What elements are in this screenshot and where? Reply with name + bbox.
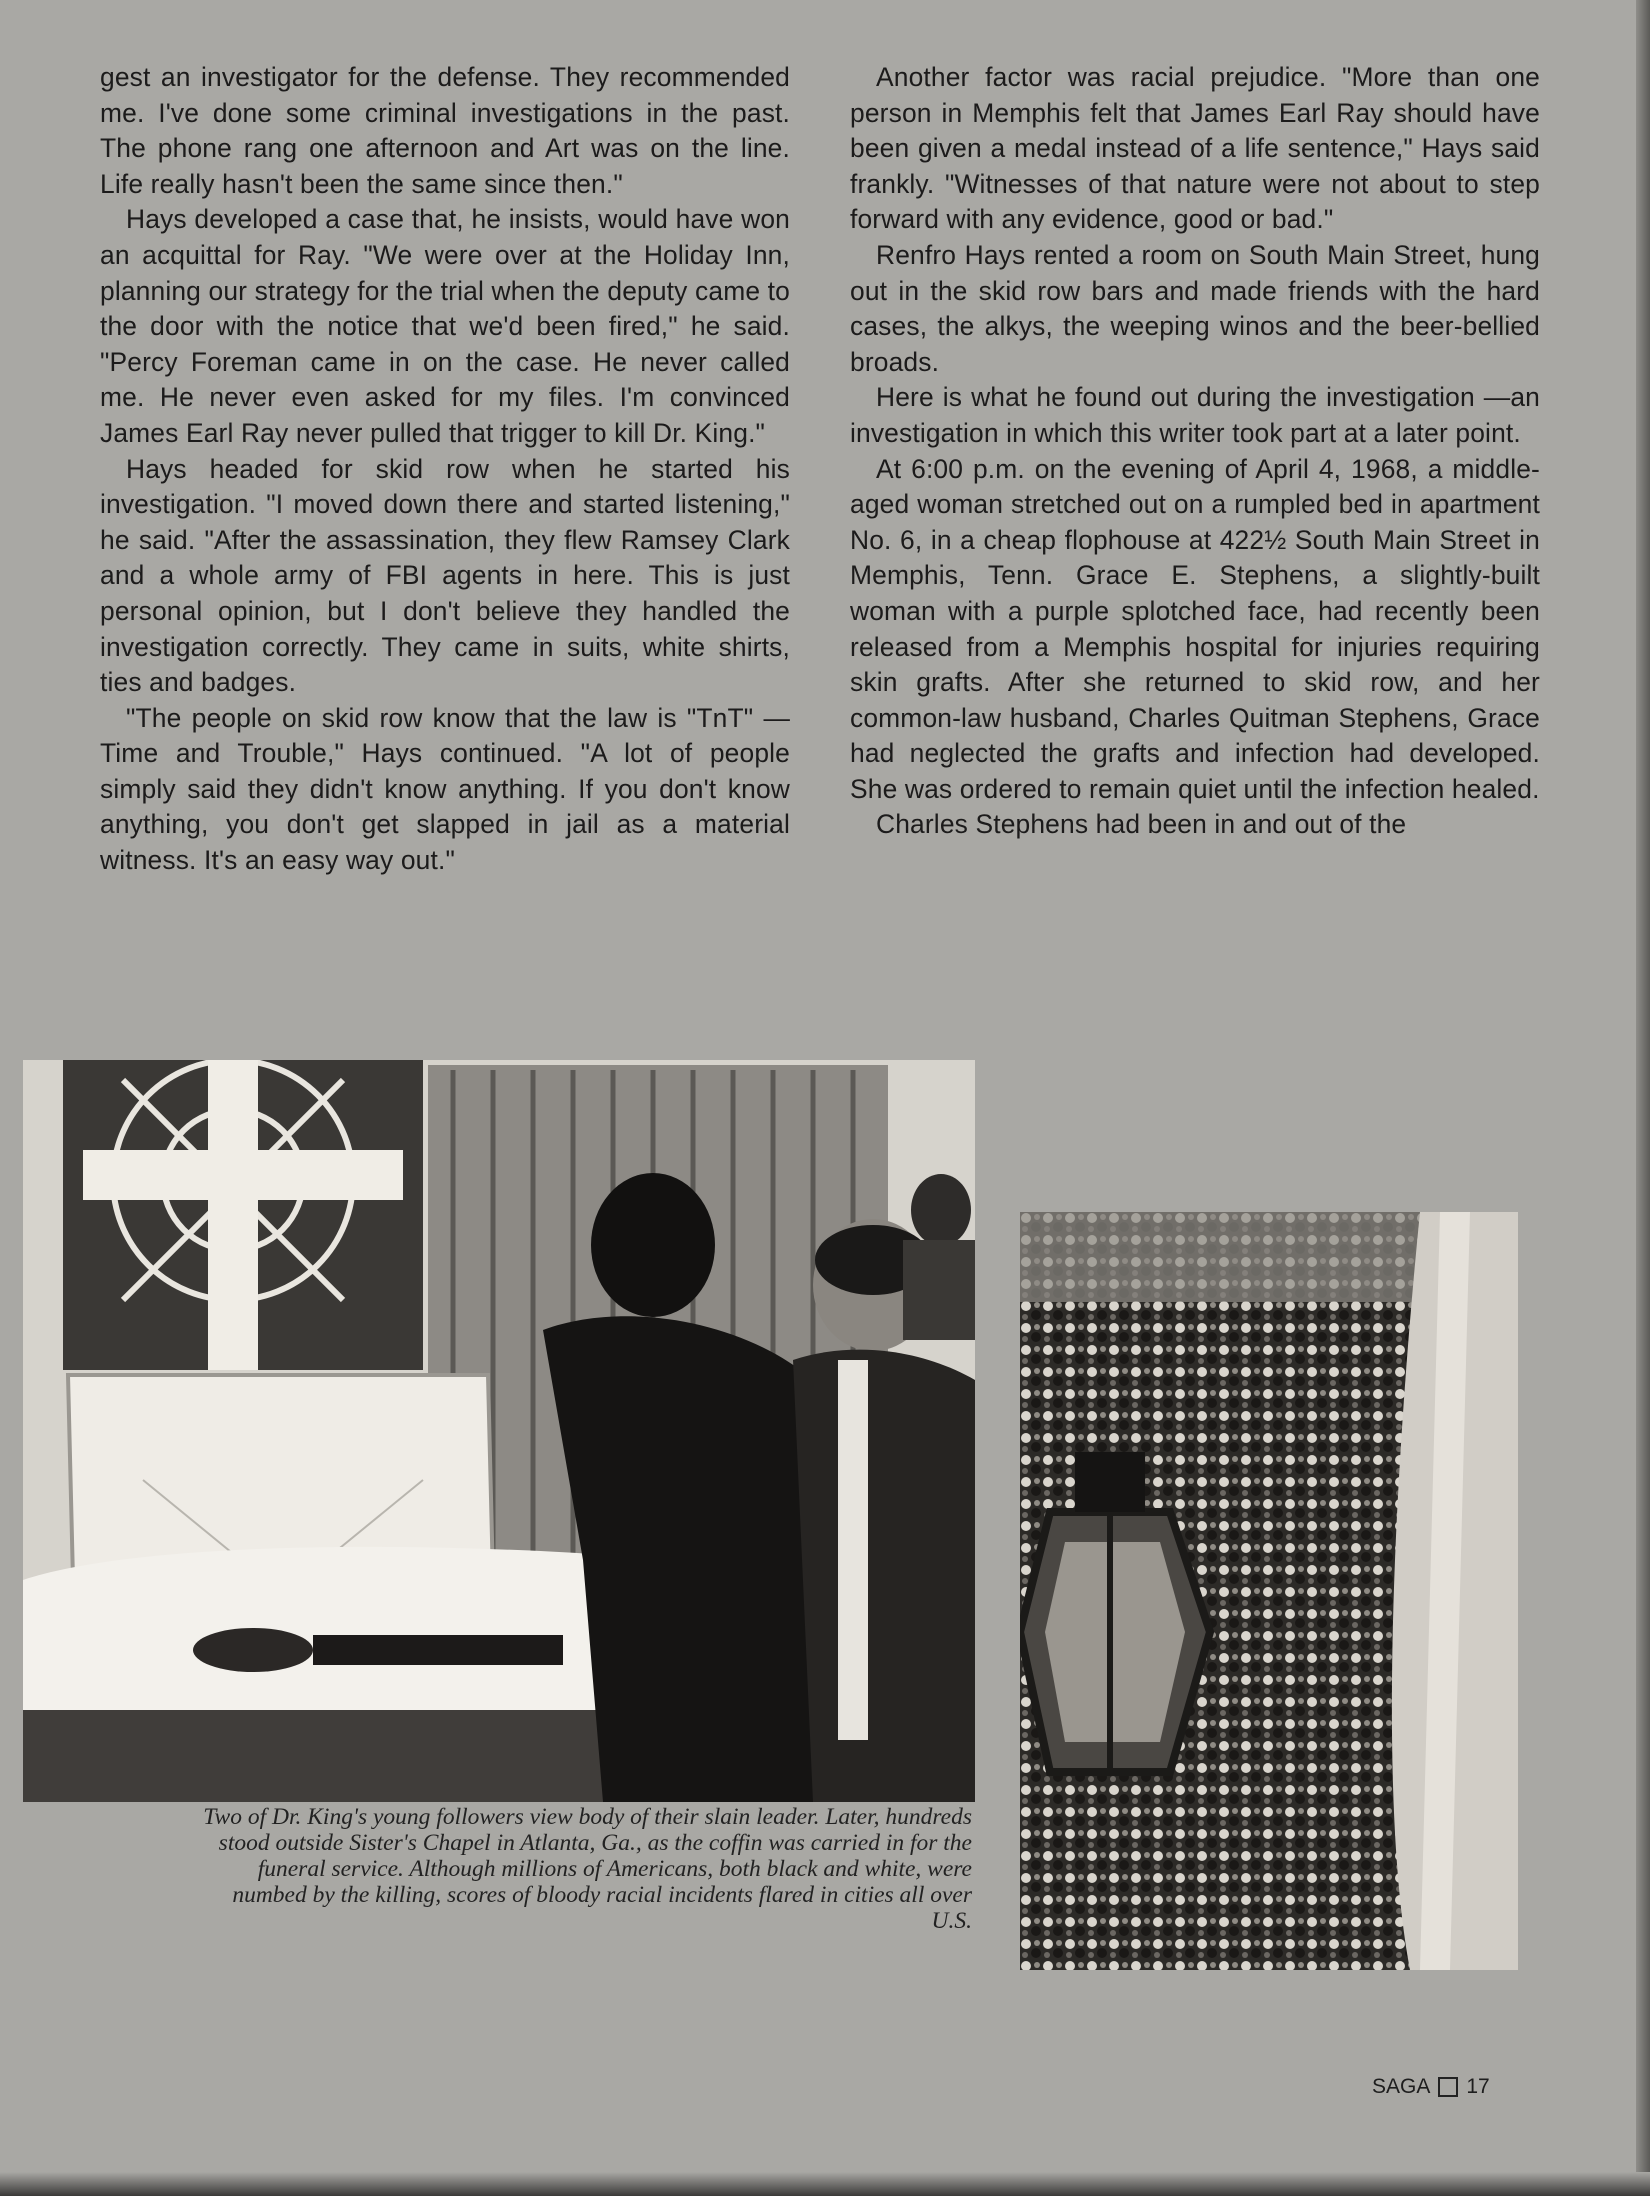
- article-column-left: [100, 60, 790, 879]
- paragraph: Charles Stephens had been in and out of the: [876, 809, 1407, 840]
- page-number: 17: [1466, 2075, 1490, 2098]
- photo-caption: Two of Dr. King's young followers view body of their slain leader. Later, hundreds stood outside Sister's Chapel in Atlanta, Ga., as the coffin was carried in for the funeral service. Although millions of Americans, both black and white, were numbed by the killing, scores of bloody racial incidents flared in cities all over U.S.: [203, 1804, 972, 1934]
- folio-box-icon: [1438, 2077, 1458, 2097]
- crowd-photo-illustration: [1020, 1212, 1518, 1970]
- paragraph: Renfro Hays rented a room on South Main Street, hung out in the skid row bars and made friends with the hard cases, the alkys, the weeping winos and the beer-bellied broads.: [850, 239, 1540, 377]
- magazine-name: SAGA: [1372, 2075, 1431, 2098]
- crowd-photo: [1020, 1212, 1518, 1970]
- page-bottom-shadow: [0, 2172, 1650, 2196]
- article-column-right: [850, 60, 1540, 843]
- paragraph: gest an investigator for the defense. They recommended me. I've done some criminal investigations in the past. The phone rang one afternoon and Art was on the line. Life really hasn't been the same since then.": [100, 62, 790, 199]
- paragraph: Here is what he found out during the investigation —an investigation in which this writer took part at a later point.: [850, 382, 1540, 448]
- funeral-photo: [23, 1060, 975, 1802]
- page-edge: [1636, 0, 1650, 2196]
- funeral-photo-illustration: [23, 1060, 975, 1802]
- paragraph: Hays headed for skid row when he started his investigation. "I moved down there and started listening," he said. "After the assassination, they flew Ramsey Clark and a whole army of FBI agents in here. This is just personal opinion, but I don't believe they handled the investigation correctly. They came in suits, white shirts, ties and badges.: [100, 453, 790, 698]
- paragraph: "The people on skid row know that the law is "TnT" —Time and Trouble," Hays continued. "A lot of people simply said they didn't know anything. If you don't know anything, you don't get slapped in jail as a material witness. It's an easy way out.": [100, 702, 790, 876]
- page-folio: [1372, 2075, 1490, 2099]
- paragraph: Another factor was racial prejudice. "More than one person in Memphis felt that James Earl Ray should have been given a medal instead of a life sentence," Hays said frankly. "Witnesses of that nature were not about to step forward with any evidence, good or bad.": [850, 62, 1540, 235]
- paragraph: Hays developed a case that, he insists, would have won an acquittal for Ray. "We were over at the Holiday Inn, planning our strategy for the trial when the deputy came to the door with the notice that we'd been fired," he said. "Percy Foreman came in on the case. He never called me. He never even asked for my files. I'm convinced James Earl Ray never pulled that trigger to kill Dr. King.": [100, 204, 790, 448]
- paragraph: At 6:00 p.m. on the evening of April 4, 1968, a middle-aged woman stretched out on a rumpled bed in apartment No. 6, in a cheap flophouse at 422½ South Main Street in Memphis, Tenn. Grace E. Stephens, a slightly-built woman with a purple splotched face, had recently been released from a Memphis hospital for injuries requiring skin grafts. After she returned to skid row, and her common-law husband, Charles Quitman Stephens, Grace had neglected the grafts and infection had developed. She was ordered to remain quiet until the infection healed.: [850, 453, 1540, 804]
